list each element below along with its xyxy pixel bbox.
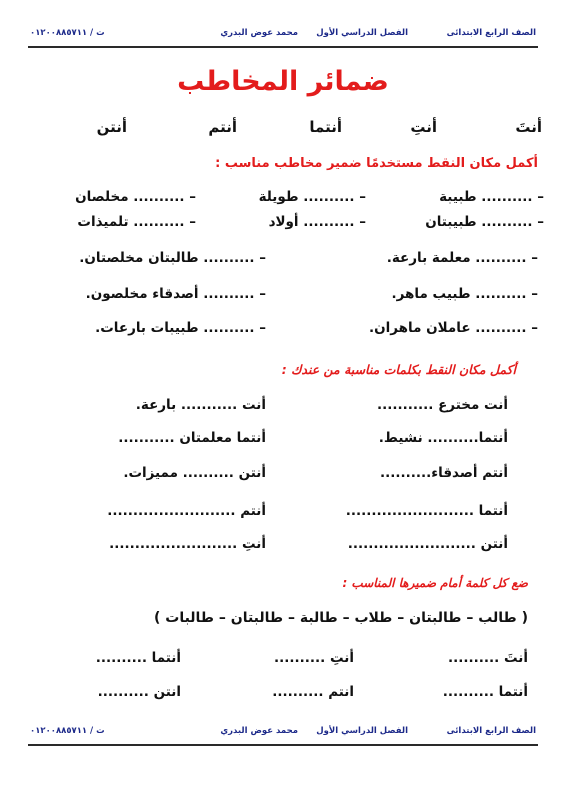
exercise1-item: – .......... طبيب ماهر.	[391, 286, 538, 302]
footer-bar	[28, 718, 538, 746]
footer-phone: ت / ٠١٢٠٠٨٨٥٧١١	[30, 726, 105, 736]
exercise2-item: أنت مخترع ...........	[376, 397, 508, 413]
exercise1-item: – .......... معلمة بارعة.	[386, 250, 538, 266]
exercise1-item: – .......... أولاد	[268, 214, 366, 230]
exercise2-item: أنتم .........................	[107, 503, 266, 519]
pronoun-item: أنتن	[96, 118, 127, 136]
exercise3-item: انتن ..........	[97, 684, 181, 700]
exercise3-item: أنتِ ..........	[274, 650, 354, 666]
exercise3-item: انتم ..........	[272, 684, 354, 700]
exercise1-item: – .......... أصدقاء مخلصون.	[85, 286, 266, 302]
exercise3-item: أنتَ ..........	[448, 650, 528, 666]
pronoun-item: أنتَ	[515, 118, 542, 136]
exercise3-item: أنتما ..........	[442, 684, 528, 700]
exercise1-item: – .......... طالبتان مخلصتان.	[79, 250, 266, 266]
exercise2-item: أنتما معلمتان ...........	[118, 430, 266, 446]
word-bank: ( طالب – طالبتان – طلاب – طالبة – طالبتان – طالبات )	[153, 610, 528, 626]
exercise1-item: – .......... مخلصان	[75, 189, 196, 205]
exercise2-item: أنتما.......... نشيط.	[378, 430, 508, 446]
exercise1-item: – .......... طبيبات بارعات.	[95, 320, 266, 336]
exercise2-item: أنتِ .........................	[109, 536, 266, 552]
exercise3-instruction: ضع كل كلمة أمام ضميرها المناسب :	[342, 576, 528, 590]
footer-teacher: محمد عوض البدري	[220, 726, 298, 736]
exercise2-item: أنت ........... بارعة.	[135, 397, 266, 413]
pronoun-list	[40, 118, 542, 142]
header-top	[28, 20, 538, 48]
exercise2-item: أنتما .........................	[345, 503, 508, 519]
pronoun-item: أنتما	[309, 118, 342, 136]
pronoun-item: أنتم	[208, 118, 237, 136]
pronoun-item: أنتِ	[410, 118, 437, 136]
exercise3-item: أنتما ..........	[95, 650, 181, 666]
exercise1-item: – .......... طبيبة	[439, 189, 544, 205]
exercise1-item: – .......... عاملان ماهران.	[368, 320, 538, 336]
header-teacher: محمد عوض البدري	[220, 28, 298, 38]
footer-grade: الصف الرابع الابتدائى	[446, 726, 536, 736]
exercise1-item: – .......... تلميذات	[77, 214, 196, 230]
exercise2-item: أنتم أصدقاء..........	[379, 465, 508, 481]
header-phone: ت / ٠١٢٠٠٨٨٥٧١١	[30, 28, 105, 38]
exercise2-instruction: أكمل مكان النقط بكلمات مناسبة من عندك :	[281, 362, 516, 377]
footer-term: الفصل الدراسي الأول	[316, 726, 408, 736]
exercise2-item: أنتن .........................	[347, 536, 508, 552]
exercise2-item: أنتن .......... مميزات.	[123, 465, 266, 481]
page-title: ضمائر المخاطب	[177, 66, 389, 97]
exercise1-item: – .......... طبيبتان	[425, 214, 544, 230]
exercise1-item: – .......... طويلة	[258, 189, 366, 205]
header-term: الفصل الدراسي الأول	[316, 28, 408, 38]
header-grade: الصف الرابع الابتدائى	[446, 28, 536, 38]
exercise1-instruction: أكمل مكان النقط مستخدمًا ضمير مخاطب مناسب :	[215, 156, 538, 171]
